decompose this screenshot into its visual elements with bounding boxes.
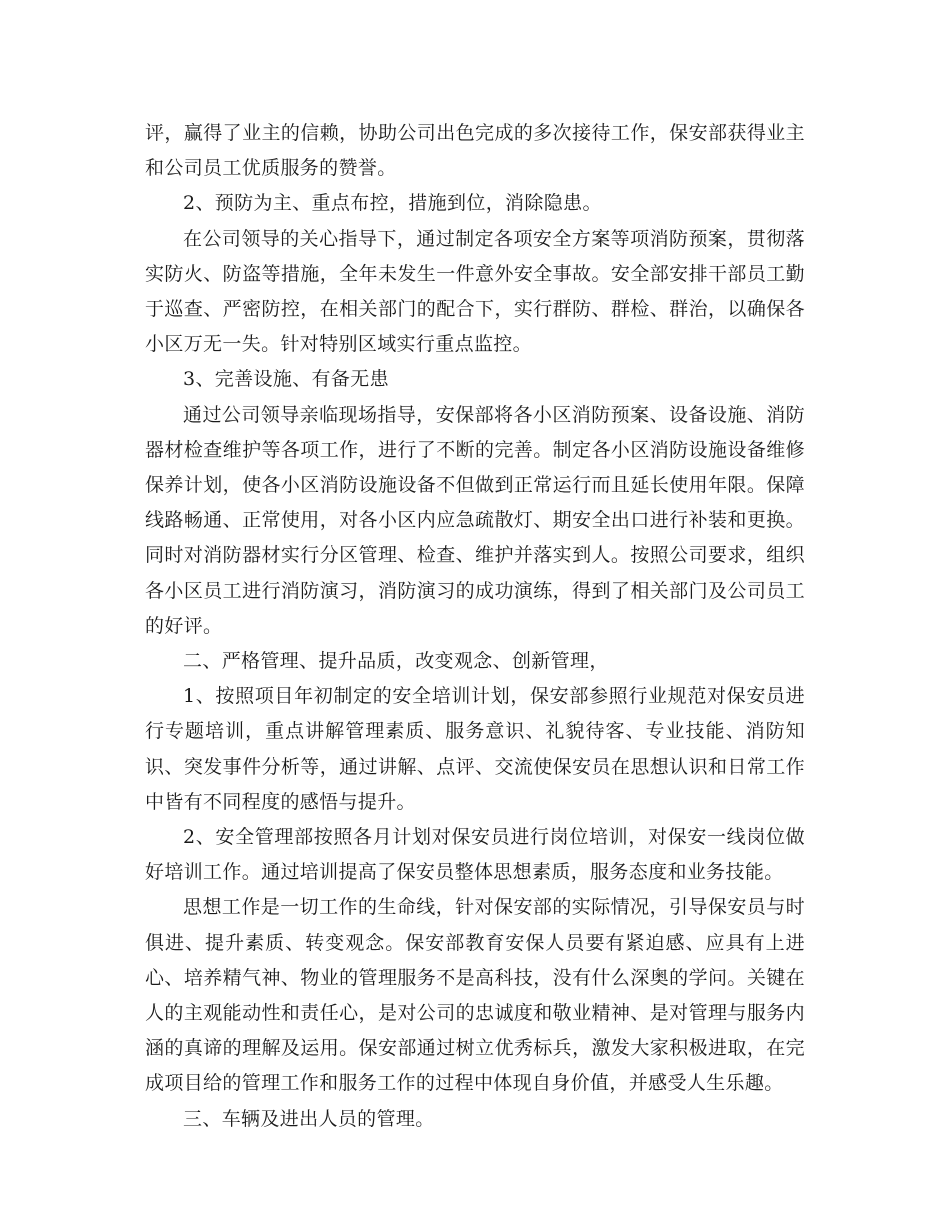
paragraph-continuation: 评，赢得了业主的信赖，协助公司出色完成的多次接待工作，保安部获得业主和公司员工优质服务的赞誉。 (145, 122, 805, 180)
paragraph-post-training: 2、安全管理部按照各月计划对保安员进行岗位培训，对保安一线岗位做好培训工作。通过培训提高了保安员整体思想素质，服务态度和业务技能。 (145, 826, 805, 884)
section-heading-vehicles: 三、车辆及进出人员的管理。 (183, 1107, 435, 1130)
section-heading-facilities: 3、完善设施、有备无患 (183, 368, 389, 391)
paragraph-training-plan: 1、按照项目年初制定的安全培训计划，保安部参照行业规范对保安员进行专题培训，重点讲解管理素质、服务意识、礼貌待客、专业技能、消防知识、突发事件分析等，通过讲解、点评、交流使保安员在思想认识和日常工作中皆有不同程度的感悟与提升。 (145, 685, 805, 813)
paragraph-prevention-body: 在公司领导的关心指导下，通过制定各项安全方案等项消防预案，贯彻落实防火、防盗等措施，全年未发生一件意外安全事故。安全部安排干部员工勤于巡查、严密防控，在相关部门的配合下，实行群防、群检、群治，以确保各小区万无一失。针对特别区域实行重点监控。 (145, 227, 805, 356)
paragraph-facilities-body: 通过公司领导亲临现场指导，安保部将各小区消防预案、设备设施、消防器材检查维护等各项工作，进行了不断的完善。制定各小区消防设施设备维修保养计划，使各小区消防设施设备不但做到正常运行而且延长使用年限。保障线路畅通、正常使用，对各小区内应急疏散灯、期安全出口进行补装和更换。同时对消防器材实行分区管理、检查、维护并落实到人。按照公司要求，组织各小区员工进行消防演习，消防演习的成功演练，得到了相关部门及公司员工的好评。 (145, 403, 805, 637)
paragraph-ideology-work: 思想工作是一切工作的生命线，针对保安部的实际情况，引导保安员与时俱进、提升素质、转变观念。保安部教育安保人员要有紧迫感、应具有上进心、培养精气神、物业的管理服务不是高科技，没有什么深奥的学问。关键在人的主观能动性和责任心，是对公司的忠诚度和敬业精神、是对管理与服务内涵的真谛的理解及运用。保安部通过树立优秀标兵，激发大家积极进取，在完成项目给的管理工作和服务工作的过程中体现自身价值，并感受人生乐趣。 (145, 896, 805, 1095)
section-heading-prevention: 2、预防为主、重点布控，措施到位，消除隐患。 (183, 192, 602, 215)
section-heading-management: 二、严格管理、提升品质，改变观念、创新管理， (183, 650, 609, 673)
document-page (145, 116, 805, 1137)
